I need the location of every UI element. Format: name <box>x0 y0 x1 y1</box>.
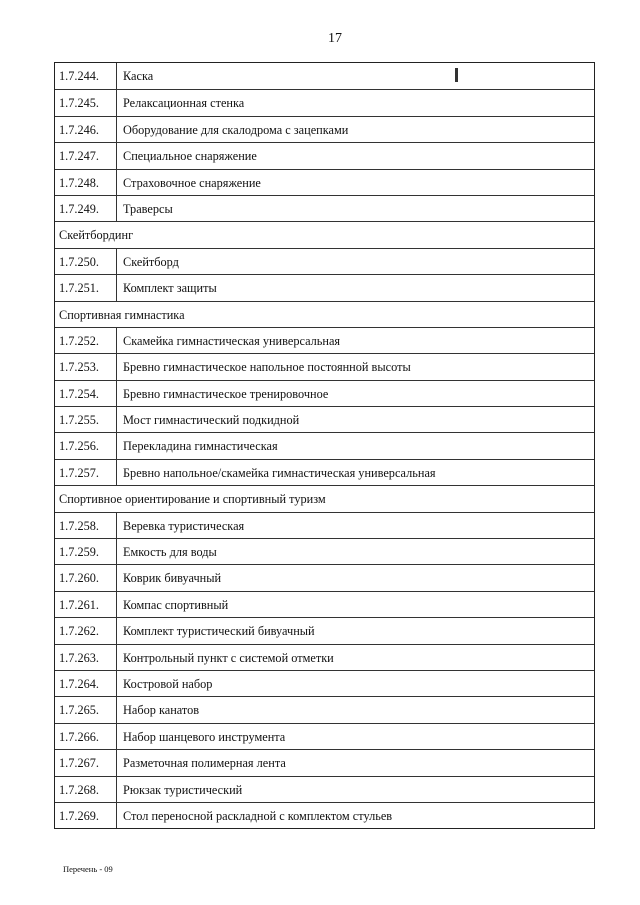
equipment-table <box>54 62 595 829</box>
item-code: 1.7.265. <box>55 697 117 722</box>
item-code: 1.7.264. <box>55 671 117 696</box>
table-row <box>55 89 594 115</box>
item-name: Бревно напольное/скамейка гимнастическая универсальная <box>123 465 436 480</box>
item-code: 1.7.246. <box>55 117 117 142</box>
scan-mark <box>455 68 458 82</box>
item-code: 1.7.251. <box>55 275 117 300</box>
table-row <box>55 459 594 485</box>
item-name: Каска <box>123 69 154 83</box>
item-code: 1.7.261. <box>55 592 117 617</box>
item-code: 1.7.256. <box>55 433 117 458</box>
table-row <box>55 591 594 617</box>
table-row <box>55 696 594 722</box>
section-row <box>55 485 594 511</box>
item-name: Скейтборд <box>123 254 179 269</box>
section-row <box>55 221 594 247</box>
section-title: Спортивное ориентирование и спортивный туризм <box>59 492 326 507</box>
item-code: 1.7.249. <box>55 196 117 221</box>
item-code: 1.7.260. <box>55 565 117 590</box>
table-row <box>55 432 594 458</box>
item-name: Емкость для воды <box>123 545 217 560</box>
item-name: Костровой набор <box>123 676 213 691</box>
item-code: 1.7.245. <box>55 90 117 115</box>
table-row <box>55 644 594 670</box>
item-name: Релаксационная стенка <box>123 96 245 111</box>
item-code: 1.7.254. <box>55 381 117 406</box>
item-name: Набор канатов <box>123 703 200 718</box>
table-row <box>55 248 594 274</box>
item-name: Бревно гимнастическое напольное постоянной высоты <box>123 360 411 375</box>
item-code: 1.7.244. <box>55 63 117 89</box>
item-name: Контрольный пункт с системой отметки <box>123 650 334 665</box>
item-name: Веревка туристическая <box>123 518 245 533</box>
item-code: 1.7.262. <box>55 618 117 643</box>
item-name: Комплект защиты <box>123 281 217 296</box>
item-name: Мост гимнастический подкидной <box>123 413 300 428</box>
table-row <box>55 274 594 300</box>
table-row <box>55 617 594 643</box>
item-code: 1.7.257. <box>55 460 117 485</box>
item-name: Траверсы <box>123 201 173 216</box>
item-name: Рюкзак туристический <box>123 782 243 797</box>
item-name: Разметочная полимерная лента <box>123 756 286 771</box>
section-row <box>55 301 594 327</box>
section-title: Скейтбординг <box>59 228 134 243</box>
item-name: Перекладина гимнастическая <box>123 439 278 454</box>
item-name: Скамейка гимнастическая универсальная <box>123 333 341 348</box>
item-name: Оборудование для скалодрома с зацепками <box>123 122 349 137</box>
table-row <box>55 63 594 89</box>
table-row <box>55 776 594 802</box>
table-row <box>55 169 594 195</box>
item-code: 1.7.267. <box>55 750 117 775</box>
table-row <box>55 142 594 168</box>
item-code: 1.7.268. <box>55 777 117 802</box>
table-row <box>55 670 594 696</box>
table-row <box>55 195 594 221</box>
table-row <box>55 564 594 590</box>
item-name: Коврик бивуачный <box>123 571 222 586</box>
item-code: 1.7.269. <box>55 803 117 828</box>
table-row <box>55 723 594 749</box>
item-code: 1.7.247. <box>55 143 117 168</box>
table-row <box>55 512 594 538</box>
item-code: 1.7.259. <box>55 539 117 564</box>
item-code: 1.7.266. <box>55 724 117 749</box>
item-name: Специальное снаряжение <box>123 149 257 164</box>
item-name: Бревно гимнастическое тренировочное <box>123 386 329 401</box>
table-row <box>55 353 594 379</box>
footer-text: Перечень - 09 <box>63 864 113 874</box>
table-row <box>55 538 594 564</box>
item-code: 1.7.252. <box>55 328 117 353</box>
item-name: Комплект туристический бивуачный <box>123 624 315 639</box>
table-row <box>55 406 594 432</box>
item-name: Компас спортивный <box>123 597 229 612</box>
item-code: 1.7.258. <box>55 513 117 538</box>
item-code: 1.7.253. <box>55 354 117 379</box>
section-title: Спортивная гимнастика <box>59 307 185 322</box>
table-row <box>55 802 594 828</box>
item-code: 1.7.248. <box>55 170 117 195</box>
table-row <box>55 380 594 406</box>
table-row <box>55 327 594 353</box>
table-row <box>55 116 594 142</box>
item-name: Страховочное снаряжение <box>123 175 261 190</box>
table-row <box>55 749 594 775</box>
item-name: Набор шанцевого инструмента <box>123 729 286 744</box>
item-code: 1.7.263. <box>55 645 117 670</box>
item-code: 1.7.250. <box>55 249 117 274</box>
item-name: Стол переносной раскладной с комплектом стульев <box>123 808 393 823</box>
item-code: 1.7.255. <box>55 407 117 432</box>
page-number: 17 <box>328 31 342 46</box>
